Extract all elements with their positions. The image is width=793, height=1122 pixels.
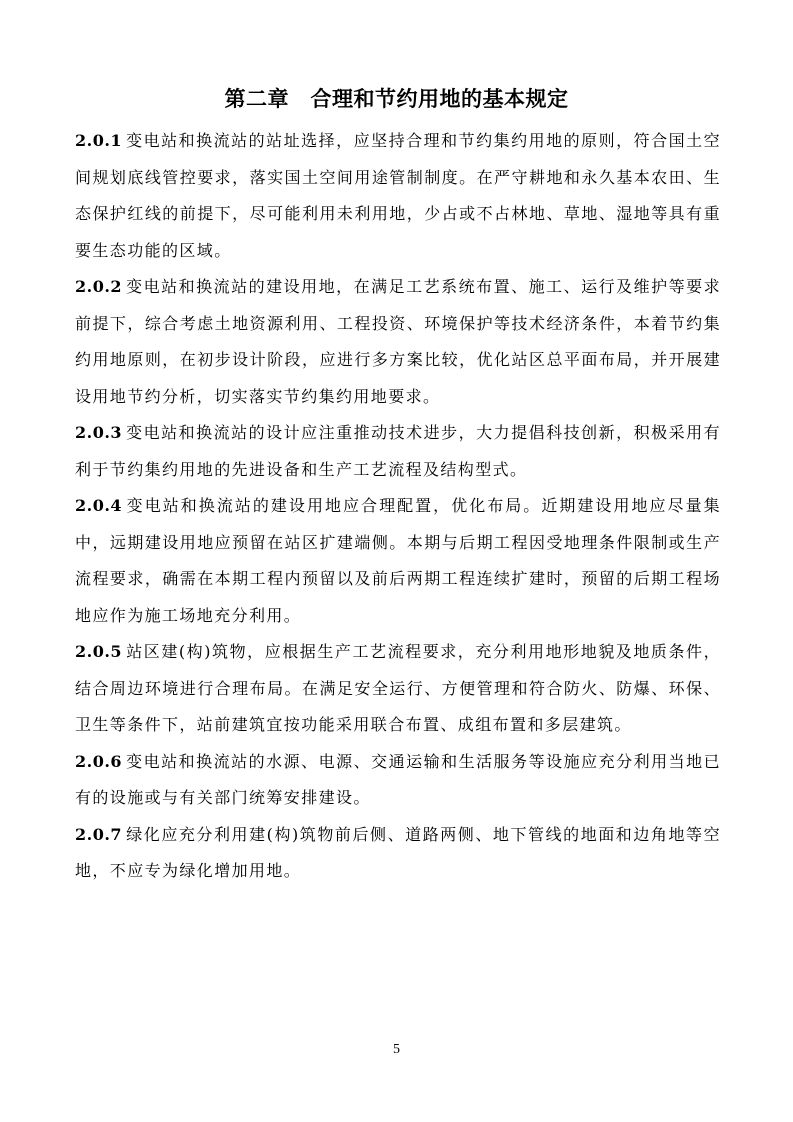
clause-text: 绿化应充分利用建(构)筑物前后侧、道路两侧、地下管线的地面和边角地等空地，不应专为绿化增加用地。 [75, 824, 721, 880]
clause-2-0-5 [75, 634, 721, 744]
clause-number: 2.0.7 [75, 824, 123, 844]
clause-list [75, 123, 721, 890]
clause-2-0-4 [75, 488, 721, 634]
page-number: 5 [393, 1042, 400, 1057]
clause-2-0-1 [75, 123, 721, 269]
clause-text: 变电站和换流站的站址选择，应坚持合理和节约集约用地的原则，符合国土空间规划底线管控要求，落实国土空间用途管制制度。在严守耕地和永久基本农田、生态保护红线的前提下，尽可能利用未利用地，少占或不占林地、草地、湿地等具有重要生态功能的区域。 [75, 131, 721, 260]
clause-text: 变电站和换流站的建设用地应合理配置，优化布局。近期建设用地应尽量集中，远期建设用地应预留在站区扩建端侧。本期与后期工程因受地理条件限制或生产流程要求，确需在本期工程内预留以及前后两期工程连续扩建时，预留的后期工程场地应作为施工场地充分利用。 [75, 496, 721, 625]
clause-number: 2.0.5 [75, 642, 123, 661]
clause-text: 变电站和换流站的设计应注重推动技术进步，大力提倡科技创新，积极采用有利于节约集约用地的先进设备和生产工艺流程及结构型式。 [75, 423, 721, 479]
clause-2-0-6 [75, 744, 721, 817]
clause-text: 站区建(构)筑物，应根据生产工艺流程要求，充分利用地形地貌及地质条件，结合周边环境进行合理布局。在满足安全运行、方便管理和符合防火、防爆、环保、卫生等条件下，站前建筑宜按功能采用联合布置、成组布置和多层建筑。 [75, 642, 721, 734]
clause-number: 2.0.2 [75, 277, 123, 296]
clause-2-0-7 [75, 817, 721, 890]
clause-2-0-2 [75, 269, 721, 415]
clause-number: 2.0.6 [75, 751, 123, 771]
clause-number: 2.0.1 [75, 131, 123, 150]
chapter-title: 第二章 合理和节约用地的基本规定 [224, 87, 569, 111]
clause-text: 变电站和换流站的水源、电源、交通运输和生活服务等设施应充分利用当地已有的设施或与有关部门统筹安排建设。 [75, 751, 721, 807]
clause-2-0-3 [75, 415, 721, 488]
clause-text: 变电站和换流站的建设用地，在满足工艺系统布置、施工、运行及维护等要求前提下，综合考虑土地资源利用、工程投资、环境保护等技术经济条件，本着节约集约用地原则，在初步设计阶段，应进行多方案比较，优化站区总平面布局，并开展建设用地节约分析，切实落实节约集约用地要求。 [75, 277, 721, 406]
clause-number: 2.0.4 [75, 496, 123, 515]
clause-number: 2.0.3 [75, 423, 123, 442]
